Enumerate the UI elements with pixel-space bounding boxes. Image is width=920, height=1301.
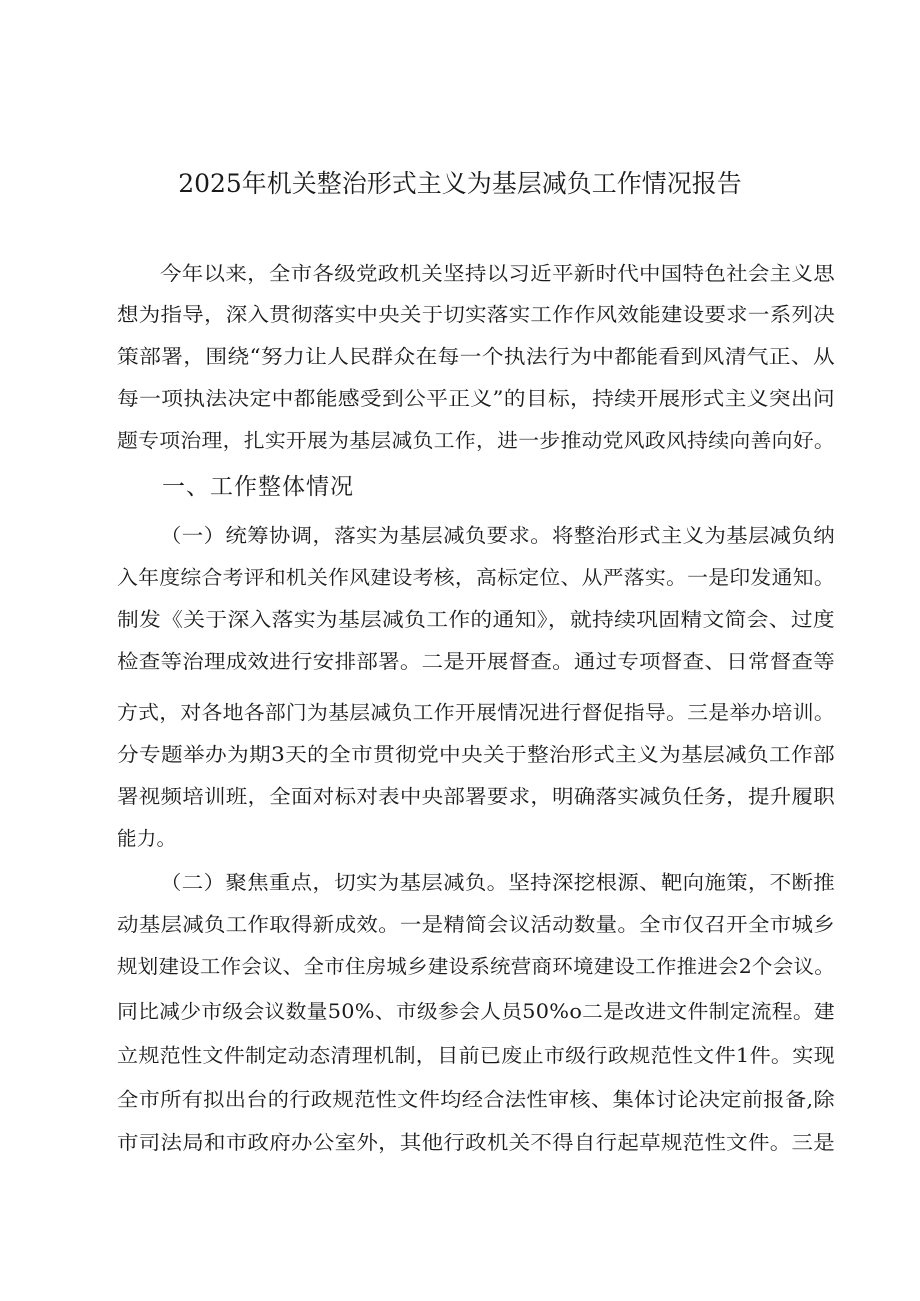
para2-line-1: （二）聚焦重点，切实为基层减负。坚持深挖根源、靶向施策，不断推	[160, 871, 836, 894]
para2-line-5: 立规范性文件制定动态清理机制，目前已废止市级行政规范性文件1件。实现	[117, 1044, 835, 1067]
para1-line-7: 署视频培训班，全面对标对表中央部署要求，明确落实减负任务，提升履职	[117, 785, 835, 808]
para2-line-7: 市司法局和市政府办公室外，其他行政机关不得自行起草规范性文件。三是	[117, 1131, 835, 1154]
document-title: 2025年机关整治形式主义为基层减负工作情况报告	[178, 169, 742, 198]
para2-line-4: 同比减少市级会议数量50%、市级参会人员50%o二是改进文件制定流程。建	[117, 1000, 836, 1023]
para1-line-4: 检查等治理成效进行安排部署。二是开展督查。通过专项督查、日常督查等	[117, 650, 835, 673]
intro-line-2: 想为指导，深入贯彻落实中央关于切实落实工作作风效能建设要求一系列决	[117, 303, 835, 326]
para1-line-2: 入年度综合考评和机关作风建设考核，高标定位、从严落实。一是印发通知。	[117, 566, 835, 589]
section-heading: 一、工作整体情况	[162, 474, 354, 500]
intro-line-5: 题专项治理，扎实开展为基层减负工作，进一步推动党风政风持续向善向好。	[117, 429, 835, 452]
para2-line-3: 规划建设工作会议、全市住房城乡建设系统营商环境建设工作推进会2个会议。	[117, 955, 835, 978]
para1-line-3: 制发《关于深入落实为基层减负工作的通知》，就持续巩固精文简会、过度	[117, 608, 836, 631]
intro-line-1: 今年以来，全市各级党政机关坚持以习近平新时代中国特色社会主义思	[160, 262, 836, 285]
para2-line-6: 全市所有拟出台的行政规范性文件均经合法性审核、集体讨论决定前报备,除	[117, 1088, 835, 1111]
intro-line-3: 策部署，围绕“努力让人民群众在每一个执法行为中都能看到风清气正、从	[117, 345, 836, 368]
para1-line-8: 能力。	[117, 827, 177, 850]
intro-line-4: 每一项执法决定中都能感受到公平正义”的目标，持续开展形式主义突出问	[117, 387, 836, 410]
para1-line-1: （一）统筹协调，落实为基层减负要求。将整治形式主义为基层减负纳	[160, 524, 836, 547]
para1-line-5: 方式，对各地各部门为基层减负工作开展情况进行督促指导。三是举办培训。	[117, 701, 835, 724]
para2-line-2: 动基层减负工作取得新成效。一是精简会议活动数量。全市仅召开全市城乡	[117, 913, 835, 936]
para1-line-6: 分专题举办为期3天的全市贯彻党中央关于整治形式主义为基层减负工作部	[117, 743, 835, 766]
